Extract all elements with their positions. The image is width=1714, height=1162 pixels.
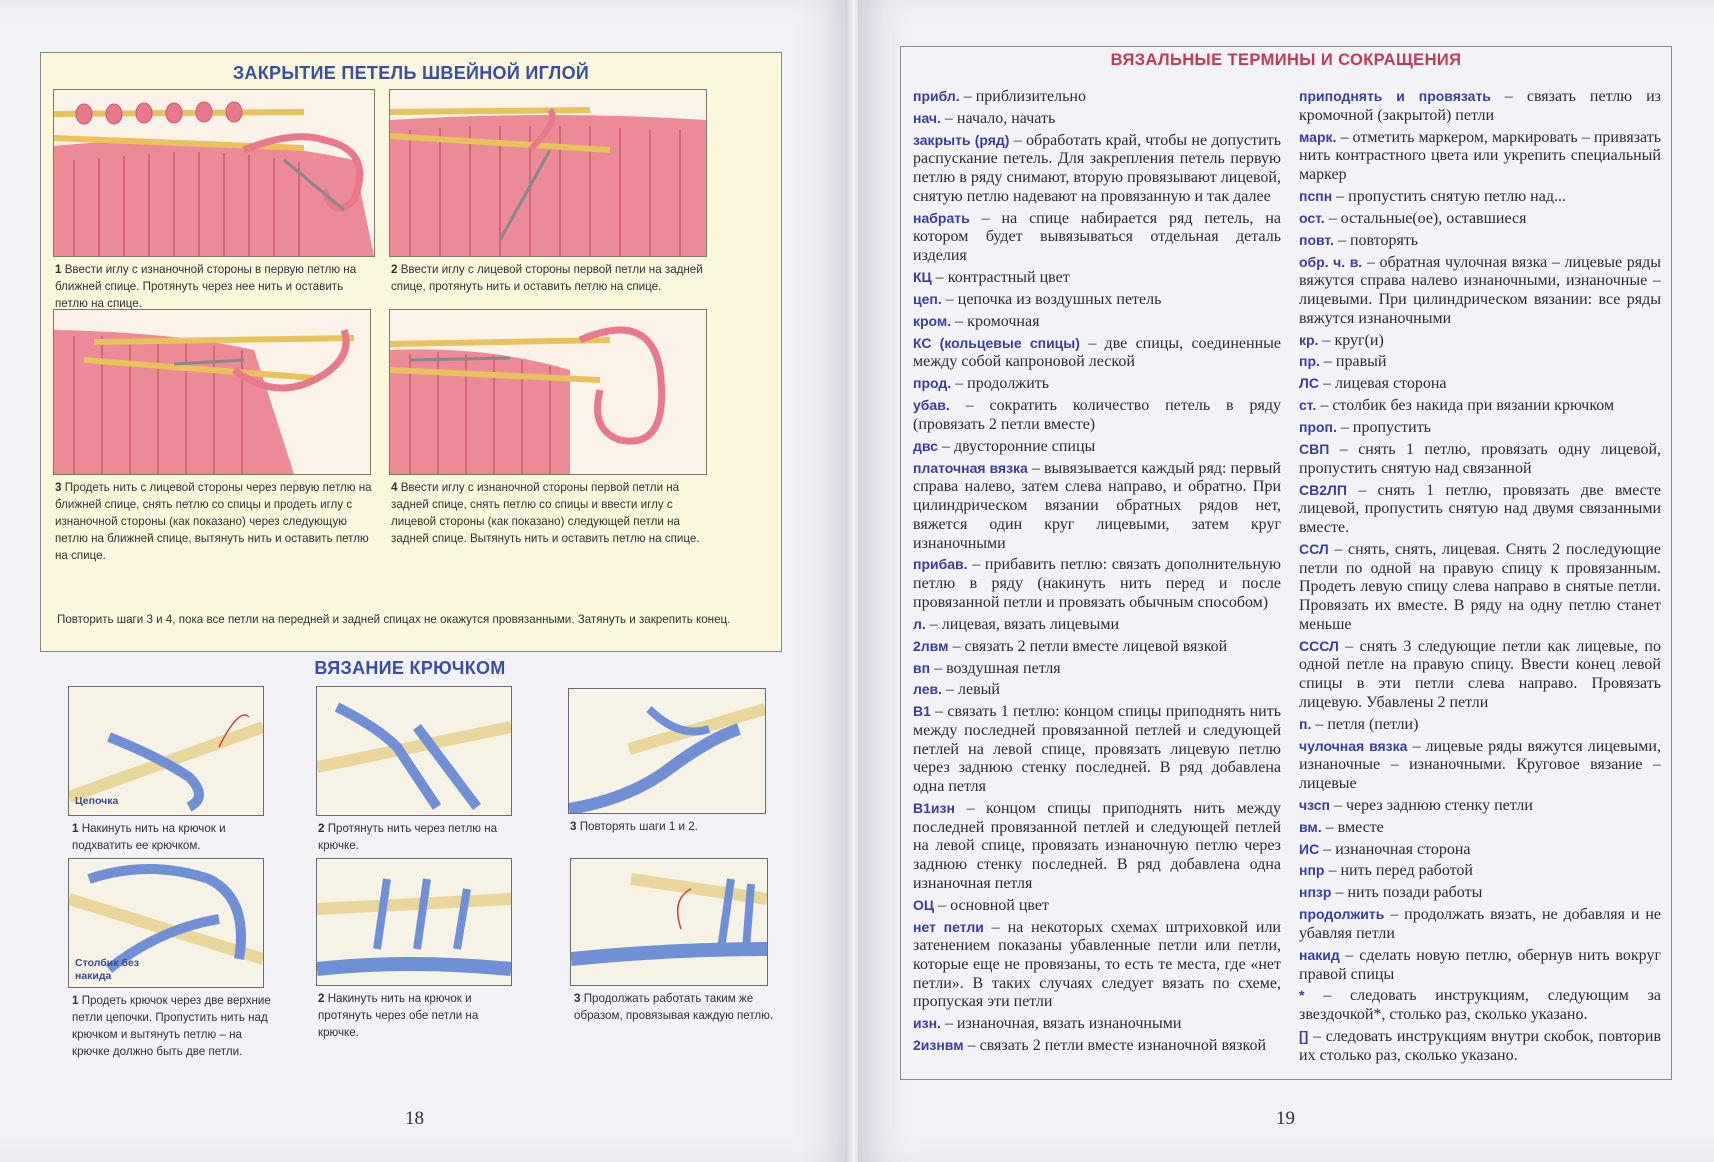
term-abbreviation: нет петли <box>913 918 984 935</box>
term-definition: – цепочка из воздушных петель <box>941 290 1162 308</box>
term-definition: – снять 1 петлю, провязать две вместе лицевой, пропустить снятую над двумя связанными вместе. <box>1299 481 1661 537</box>
term-abbreviation: вм. <box>1299 818 1322 835</box>
term-definition: – начало, начать <box>940 109 1056 127</box>
term-abbreviation: В1изн <box>913 799 955 816</box>
term-abbreviation: СВ2ЛП <box>1299 481 1347 498</box>
glossary-term <box>913 799 1281 894</box>
glossary-term <box>913 437 1281 457</box>
term-abbreviation: проп. <box>1299 419 1337 436</box>
term-definition: – левый <box>942 681 1000 699</box>
glossary-term <box>913 1036 1281 1056</box>
glossary-term <box>913 680 1281 700</box>
glossary-term <box>1299 840 1661 860</box>
glossary-term <box>1299 187 1661 207</box>
right-page <box>858 0 1714 1162</box>
term-definition: – снять, снять, лицевая. Снять 2 последующие петли по одной на правую спицу к провязанным. Продеть левую спицу слева направо в снятые петли. Провязать их вместе. В ряду на одну петлю станет меньше <box>1299 540 1661 633</box>
bind-off-illustration-2 <box>389 89 707 257</box>
glossary-term <box>913 637 1281 657</box>
crochet-title: ВЯЗАНИЕ КРЮЧКОМ <box>314 658 506 678</box>
glossary-term <box>1299 637 1661 713</box>
glossary-term <box>913 131 1281 207</box>
term-definition: – две спицы, соединенные между собой капроновой леской <box>913 334 1281 371</box>
glossary-term <box>913 1014 1281 1034</box>
glossary-term <box>1299 1027 1661 1065</box>
bind-off-note: Повторить шаги 3 и 4, пока все петли на передней и задней спицах не окажутся провязанными. Затянуть и закрепить конец. <box>57 613 731 626</box>
crochet-tag-chain: Цепочка <box>75 795 119 807</box>
glossary-term <box>1299 209 1661 229</box>
glossary-term <box>1299 861 1661 881</box>
term-definition: – столбик без накида при вязании крючком <box>1316 397 1615 415</box>
crochet-caption-r2-3: 3 Продолжать работать таким же образом, провязывая каждую петлю. <box>574 992 774 1022</box>
term-definition: – повторять <box>1333 231 1419 249</box>
term-definition: – нить позади работы <box>1331 884 1483 902</box>
term-definition: – двусторонние спицы <box>937 437 1096 455</box>
glossary-term <box>913 396 1281 434</box>
term-abbreviation: * <box>1299 987 1305 1004</box>
glossary-term <box>913 659 1281 679</box>
term-definition: – снять 1 петлю, провязать одну лицевой, пропустить снятую над связанной <box>1299 441 1661 477</box>
glossary-column-2 <box>1299 87 1661 1068</box>
term-abbreviation: обр. ч. в. <box>1299 253 1363 270</box>
glossary-term <box>913 896 1281 916</box>
term-definition: – изнаночная, вязать изнаночными <box>940 1015 1182 1033</box>
glossary-term <box>913 209 1281 266</box>
glossary-term <box>1299 946 1661 984</box>
term-definition: – остальные(ое), оставшиеся <box>1324 209 1527 227</box>
term-definition: – основной цвет <box>934 896 1049 914</box>
glossary-term <box>1299 352 1661 372</box>
term-abbreviation: марк. <box>1299 128 1337 145</box>
glossary-term <box>1299 396 1661 416</box>
term-definition: – продолжить <box>951 375 1050 393</box>
term-abbreviation: ст. <box>1299 397 1317 414</box>
term-definition: – прибавить петлю: связать дополнительную петлю в ряду (накинуть нить перед и после провязанной петли и провязать обычным способом) <box>913 556 1281 611</box>
term-definition: – контрастный цвет <box>931 269 1070 287</box>
crochet-caption-r1-3: 3 Повторять шаги 1 и 2. <box>570 820 698 833</box>
term-abbreviation: ССЛ <box>1299 540 1329 557</box>
term-abbreviation: нпр <box>1299 862 1325 879</box>
term-abbreviation: нач. <box>913 109 941 126</box>
term-definition: – связать 1 петлю: концом спицы приподнять нить между последней провязанной петлей и следующей петлей на левой спице, провязать лицевую петлю через заднюю стенку последней. В ряд добавлена одна петля <box>913 703 1281 796</box>
crochet-caption-r1-1: 1 Накинуть нить на крючок и подхватить ее крючком. <box>72 822 226 852</box>
term-abbreviation: СВП <box>1299 441 1330 458</box>
term-abbreviation: [] <box>1299 1028 1309 1045</box>
glossary-term <box>1299 737 1661 794</box>
term-definition: – связать 2 петли вместе лицевой вязкой <box>948 637 1228 655</box>
term-abbreviation: СССЛ <box>1299 637 1339 654</box>
crochet-chain-illustration-1 <box>68 686 264 816</box>
glossary-term <box>1299 128 1661 185</box>
term-definition: – изнаночная сторона <box>1319 840 1471 858</box>
term-definition: – вместе <box>1321 818 1384 836</box>
glossary-term <box>1299 905 1661 943</box>
glossary-term <box>913 268 1281 288</box>
glossary-term <box>913 459 1281 554</box>
term-abbreviation: изн. <box>913 1015 941 1032</box>
glossary-term <box>913 374 1281 394</box>
term-abbreviation: набрать <box>913 209 970 226</box>
term-definition: – нить перед работой <box>1324 862 1473 880</box>
term-definition: – вывязывается каждый ряд: первый справа налево, затем слева направо, и обратно. При цилиндрическом вязании обратных рядов нет, вяжется один круг лицевыми, затем круг изнаночными <box>913 459 1281 552</box>
term-definition: – связать петлю из кромочной (закрытой) петли <box>1299 88 1661 124</box>
glossary-term <box>1299 883 1661 903</box>
term-definition: – правый <box>1319 353 1387 371</box>
glossary-term <box>913 290 1281 310</box>
term-abbreviation: ост. <box>1299 209 1325 226</box>
glossary-term <box>913 87 1281 107</box>
term-definition: – круг(и) <box>1318 331 1384 349</box>
bind-off-illustration-1 <box>53 89 375 257</box>
term-abbreviation: прибав. <box>913 556 968 573</box>
glossary-term <box>1299 331 1661 351</box>
term-abbreviation: пр. <box>1299 353 1320 370</box>
term-abbreviation: накид <box>1299 946 1340 963</box>
glossary-title: ВЯЗАЛЬНЫЕ ТЕРМИНЫ И СОКРАЩЕНИЯ <box>1110 51 1462 69</box>
term-abbreviation: кр. <box>1299 331 1319 348</box>
term-abbreviation: ИС <box>1299 840 1320 857</box>
glossary-column-1 <box>913 87 1281 1058</box>
crochet-caption-r2-2: 2 Накинуть нить на крючок и протянуть через обе петли на крючке. <box>318 992 479 1039</box>
crochet-sc-illustration-3 <box>570 858 768 986</box>
term-definition: – через заднюю стенку петли <box>1329 796 1533 814</box>
term-definition: – обратная чулочная вязка – лицевые ряды вяжутся справа налево изнаночными, изнаночные – лицевыми. При цилиндрическом вязании: все ряды вяжутся изнаночными <box>1299 253 1661 327</box>
term-abbreviation: В1 <box>913 703 931 720</box>
term-definition: – пропустить <box>1336 419 1431 437</box>
term-abbreviation: 2изнвм <box>913 1037 964 1054</box>
crochet-sc-illustration-1 <box>68 858 264 988</box>
page-number-right: 19 <box>1276 1108 1295 1129</box>
glossary-term <box>913 615 1281 635</box>
term-definition: – петля (петли) <box>1311 715 1419 733</box>
term-abbreviation: прибл. <box>913 88 960 104</box>
term-abbreviation: закрыть (ряд) <box>913 131 1010 148</box>
bind-off-illustration-3 <box>53 309 371 475</box>
glossary-term <box>1299 231 1661 251</box>
bind-off-caption-3: 3 Продеть нить с лицевой стороны через первую петлю на ближней спице, снять петлю со спицы и продеть иглу с изнаночной стороны (как показано) через следующую петлю на ближней спице, вытянуть нить и оставить петлю на спице. <box>55 481 372 562</box>
bind-off-caption-2: 2 Ввести иглу с лицевой стороны первой петли на задней спице, протянуть нить и оставить петлю на спице. <box>391 263 703 293</box>
glossary-term <box>913 312 1281 332</box>
term-abbreviation: ОЦ <box>913 896 935 913</box>
glossary-panel <box>900 46 1672 1080</box>
glossary-term <box>1299 418 1661 438</box>
term-abbreviation: ЛС <box>1299 375 1319 392</box>
term-abbreviation: двс <box>913 437 938 454</box>
term-definition: – на некоторых схемах штриховкой или затенением показаны убавленные петли или петли, которые еще не провязаны, то есть те места, где «нет петли». В таких случаях следует вязать по схеме, пропуская эти петли <box>913 918 1281 1011</box>
glossary-term <box>1299 796 1661 816</box>
term-definition: – обработать край, чтобы не допустить распускание петель. Для закрепления петель первую петлю в ряду снимают, вторую провязывают лицевой, снятую петлю надевают на провязанную и так далее <box>913 131 1281 205</box>
glossary-term <box>913 334 1281 372</box>
glossary-term <box>1299 818 1661 838</box>
crochet-tag-sc: Столбик без накида <box>75 957 139 982</box>
glossary-term <box>1299 87 1661 125</box>
term-abbreviation: чулочная вязка <box>1299 737 1408 754</box>
bind-off-title: ЗАКРЫТИЕ ПЕТЕЛЬ ШВЕЙНОЙ ИГЛОЙ <box>232 63 590 83</box>
term-definition: – на спице набирается ряд петель, на котором будет вывязываться отдельная деталь изделия <box>913 209 1281 265</box>
term-abbreviation: КС (кольцевые спицы) <box>913 334 1080 351</box>
bind-off-caption-1: 1 Ввести иглу с изнаночной стороны в первую петлю на ближней спице. Протянуть через нее нить и оставить петлю на спице. <box>55 263 357 310</box>
term-definition: – приблизительно <box>959 88 1086 105</box>
term-definition: – следовать инструкциям, следующим за звездочкой*, столько раз, сколько указано. <box>1299 987 1661 1024</box>
glossary-term <box>1299 440 1661 478</box>
term-definition: – отметить маркером, маркировать – привязать нить контрастного цвета или укрепить специальный маркер <box>1299 128 1661 183</box>
term-definition: – сделать новую петлю, обернув нить вокруг правой спицы <box>1299 946 1661 983</box>
glossary-term <box>913 702 1281 797</box>
term-abbreviation: лев. <box>913 681 942 698</box>
term-abbreviation: нпзр <box>1299 884 1332 901</box>
term-definition: – связать 2 петли вместе изнаночной вязкой <box>963 1037 1267 1055</box>
glossary-term <box>913 918 1281 1013</box>
term-definition: – лицевые ряды вяжутся лицевыми, изнаночные – изнаночными. Круговое вязание – лицевые <box>1299 737 1661 792</box>
bind-off-illustration-4 <box>389 309 707 475</box>
bind-off-panel <box>40 52 782 652</box>
term-definition: – лицевая, вязать лицевыми <box>925 615 1120 633</box>
term-definition: – продолжать вязать, не добавляя и не убавляя петли <box>1299 906 1661 942</box>
term-abbreviation: прод. <box>913 375 952 392</box>
glossary-term <box>1299 540 1661 635</box>
term-abbreviation: пспн <box>1299 187 1333 204</box>
term-abbreviation: чзсп <box>1299 796 1330 813</box>
page-number-left: 18 <box>405 1108 424 1129</box>
term-abbreviation: вп <box>913 659 931 676</box>
term-abbreviation: КЦ <box>913 269 932 286</box>
glossary-term <box>1299 374 1661 394</box>
term-abbreviation: убав. <box>913 397 950 414</box>
term-definition: – воздушная петля <box>930 659 1061 677</box>
term-definition: – пропустить снятую петлю над... <box>1332 187 1566 205</box>
term-abbreviation: кром. <box>913 312 952 329</box>
term-definition: – кромочная <box>951 312 1040 330</box>
term-abbreviation: повт. <box>1299 231 1334 248</box>
term-abbreviation: 2лвм <box>913 637 949 654</box>
glossary-term <box>913 555 1281 612</box>
term-definition: – концом спицы приподнять нить между последней провязанной петлей и следующей петлей на левой спице, провязать изнаночную петлю через заднюю стенку последней. В ряд добавлена одна изнаночная петля <box>913 799 1281 892</box>
glossary-term <box>913 109 1281 129</box>
term-abbreviation: цеп. <box>913 290 942 307</box>
glossary-term <box>1299 715 1661 735</box>
crochet-chain-illustration-3 <box>568 688 766 814</box>
term-abbreviation: платочная вязка <box>913 459 1028 476</box>
crochet-chain-illustration-2 <box>316 686 512 816</box>
term-abbreviation: п. <box>1299 715 1312 732</box>
glossary-term <box>1299 253 1661 329</box>
crochet-caption-r1-2: 2 Протянуть нить через петлю на крючке. <box>318 822 498 852</box>
term-definition: – сократить количество петель в ряду (провязать 2 петли вместе) <box>913 397 1281 433</box>
crochet-caption-r2-1: 1 Продеть крючок через две верхние петли цепочки. Пропустить нить над крючком и вытянуть петлю – на крючке должно быть две петли. <box>72 994 271 1058</box>
bind-off-caption-4: 4 Ввести иглу с изнаночной стороны первой петли на задней спице, снять петлю со спицы и ввести иглу с лицевой стороны (как показано) следующей петли на задней спице. Вытянуть нить и оставить петлю на спице. <box>391 481 700 545</box>
glossary-term <box>1299 986 1661 1024</box>
term-definition: – лицевая сторона <box>1318 375 1447 393</box>
glossary-term <box>1299 481 1661 538</box>
left-page <box>0 0 850 1162</box>
term-definition: – следовать инструкциям внутри скобок, повторив их столько раз, сколько указано. <box>1299 1028 1661 1064</box>
term-abbreviation: продолжить <box>1299 906 1385 923</box>
term-definition: – снять 3 следующие петли как лицевые, по одной петле на правую спицу. Ввести конец левой спицы в эти петли слева направо. Провязать лицевую. Убавлены 2 петли <box>1299 637 1661 711</box>
term-abbreviation: приподнять и провязать <box>1299 88 1491 104</box>
crochet-sc-illustration-2 <box>316 858 512 986</box>
term-abbreviation: л. <box>913 615 926 632</box>
